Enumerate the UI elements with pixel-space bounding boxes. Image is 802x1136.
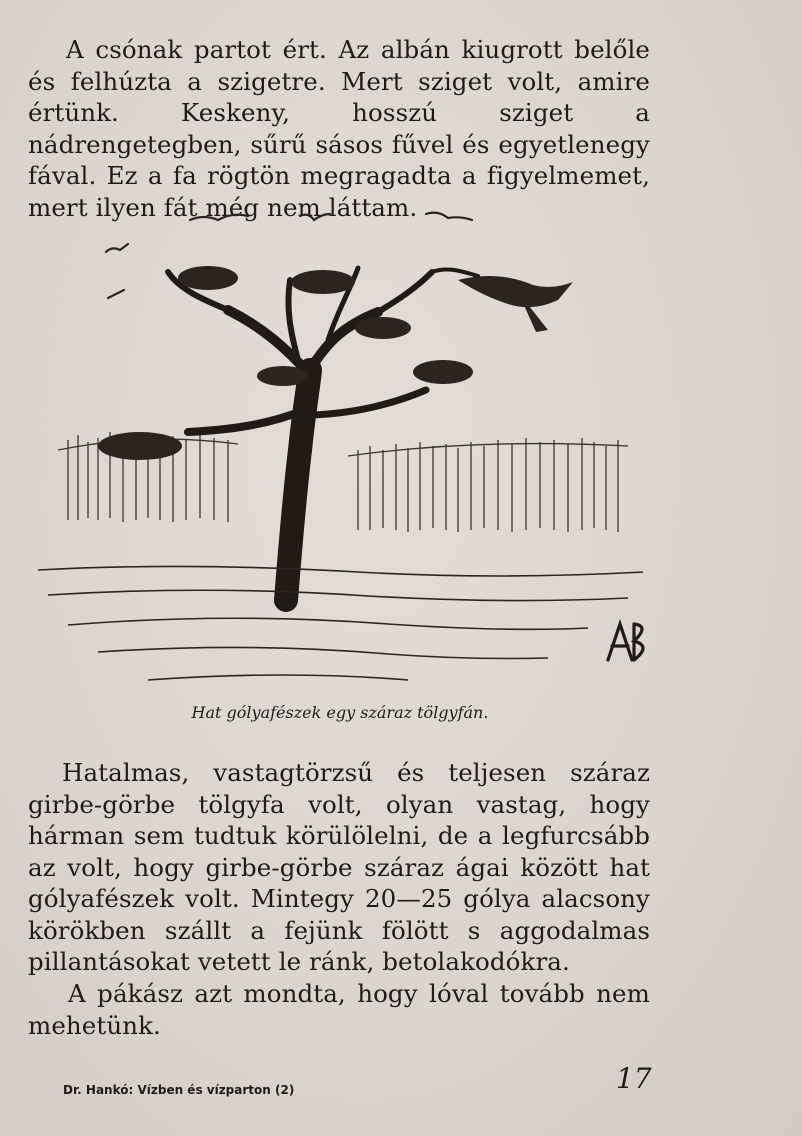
ground (38, 566, 643, 680)
paragraph-3: A pákász azt mondta, hogy lóval tovább nem mehetünk. (28, 979, 650, 1040)
page-number: 17 (616, 1062, 652, 1095)
stork-in-flight (458, 276, 573, 332)
tree (168, 268, 478, 600)
illustration-caption: Hat gólyafészek egy száraz tölgyfán. (191, 703, 489, 722)
artist-monogram (608, 624, 643, 660)
stork-nests (98, 266, 473, 460)
running-footer: Dr. Hankó: Vízben és vízparton (2) (63, 1083, 295, 1097)
tree-illustration (28, 200, 658, 700)
paragraph-1: A csónak partot ért. Az albán kiugrott belőle és felhúzta a szigetre. Mert sziget volt, amire értünk. Keskeny, hosszú sziget a nádrengetegben, sűrű sásos fűvel és egyetlenegy fával. Ez a fa rögtön megragadta a figyelmemet, mert ilyen fát még nem láttam. (28, 35, 650, 222)
paragraph-2: Hatalmas, vastagtörzsű és teljesen száraz girbe-görbe tölgyfa volt, olyan vastag, hogy hárman sem tudtuk körülölelni, de a legfurcsább az volt, hogy girbe-görbe száraz ágai között hat gólyafészek volt. Mintegy 20—25 gólya alacsony körökben szállt a fejünk fölött s aggodalmas pillantásokat vetett le ránk, betolakodókra. (28, 758, 650, 976)
